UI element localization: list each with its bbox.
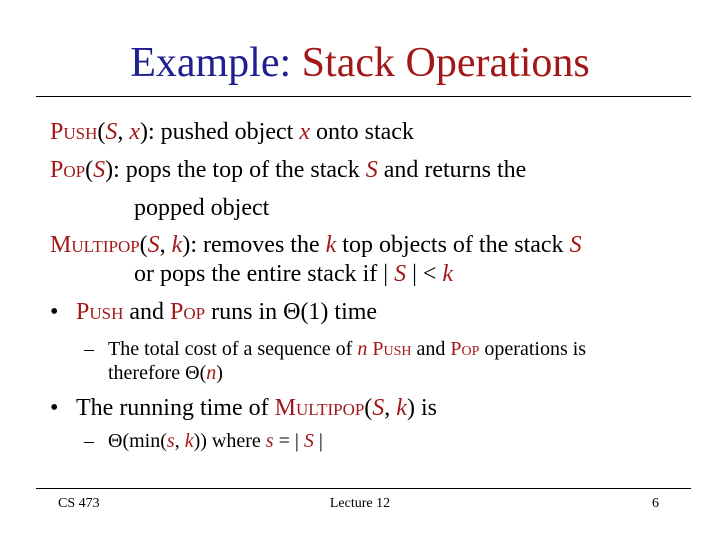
sub2-text: Θ(min( — [108, 430, 167, 452]
var-s: s — [265, 430, 274, 452]
var-s: S — [365, 157, 378, 183]
comma: , — [174, 430, 185, 452]
push-op-name: Push — [372, 338, 412, 360]
bullet-icon: • — [50, 395, 59, 421]
var-s: S — [147, 232, 160, 258]
title-lead: Example: — [130, 40, 302, 86]
var-s: S — [105, 119, 118, 145]
pop-op-name: Pop — [170, 299, 206, 325]
var-x: x — [299, 119, 310, 145]
multipop-op-name: Multipop — [274, 395, 365, 421]
footer-page-number: 6 — [652, 496, 659, 511]
bullet-push-pop-time — [50, 298, 377, 326]
multipop-cont-text: or pops the entire stack if | — [134, 261, 395, 287]
sub1-text: The total cost of a sequence of — [108, 338, 358, 360]
var-s: S — [372, 395, 385, 421]
pop-text-rest: and returns the — [377, 157, 527, 183]
var-k: k — [325, 232, 337, 258]
title-accent: Stack Operations — [301, 40, 590, 86]
slide-title — [0, 38, 720, 88]
var-k: k — [184, 430, 194, 452]
comma: , — [384, 395, 397, 421]
push-text: ): pushed object — [140, 119, 300, 145]
paren-open: ( — [97, 119, 106, 145]
var-k: k — [171, 232, 183, 258]
dash-icon: – — [84, 338, 94, 360]
var-k: k — [396, 395, 407, 421]
footer-course: CS 473 — [58, 496, 100, 511]
and-text: and — [123, 299, 171, 325]
sub1-cont-text: therefore Θ( — [108, 362, 207, 384]
bullet-multipop-time — [50, 394, 437, 422]
bullet-icon: • — [50, 299, 59, 325]
and-text: and — [411, 338, 451, 360]
pop-definition-continued: popped object — [134, 195, 270, 221]
sub-bullet-multipop-bound — [84, 429, 323, 453]
multipop-text-rest: top objects of the stack — [336, 232, 570, 258]
pop-op-name: Pop — [450, 338, 480, 360]
pop-definition — [50, 156, 526, 184]
push-op-name: Push — [50, 119, 98, 145]
sub2-text-rest: )) where — [193, 430, 266, 452]
equals: = | — [273, 430, 304, 452]
pop-op-name: Pop — [50, 157, 86, 183]
push-op-name: Push — [76, 299, 124, 325]
sub-bullet-total-cost — [84, 337, 586, 361]
multipop-op-name: Multipop — [50, 232, 140, 258]
push-definition — [50, 118, 414, 146]
bar: | — [313, 430, 323, 452]
paren-close: ) — [216, 362, 223, 384]
var-x: x — [129, 119, 141, 145]
sub-bullet-total-cost-continued — [108, 361, 223, 385]
comma: , — [159, 232, 172, 258]
sub1-text-rest: operations is — [479, 338, 587, 360]
multipop-cont-rest: | < — [406, 261, 443, 287]
multipop-definition-continued — [134, 260, 453, 288]
bullet2-text: The running time of — [76, 395, 275, 421]
bullet1-text: runs in Θ(1) time — [205, 299, 378, 325]
paren-open: ( — [364, 395, 373, 421]
footer-divider — [36, 488, 691, 489]
multipop-text: ): removes the — [182, 232, 326, 258]
paren-open: ( — [139, 232, 148, 258]
paren-open: ( — [85, 157, 94, 183]
var-s: S — [394, 261, 407, 287]
var-k: k — [442, 261, 454, 287]
var-s: S — [93, 157, 106, 183]
var-s: S — [303, 430, 314, 452]
dash-icon: – — [84, 430, 94, 452]
push-text-rest: onto stack — [309, 119, 414, 145]
title-divider — [36, 96, 691, 97]
bullet2-text-rest: ) is — [406, 395, 437, 421]
multipop-definition — [50, 231, 582, 259]
var-s: S — [569, 232, 582, 258]
var-s: s — [166, 430, 175, 452]
var-n: n — [357, 338, 368, 360]
comma: , — [117, 119, 130, 145]
footer-lecture: Lecture 12 — [329, 496, 391, 511]
pop-text: ): pops the top of the stack — [105, 157, 366, 183]
var-n: n — [206, 362, 217, 384]
